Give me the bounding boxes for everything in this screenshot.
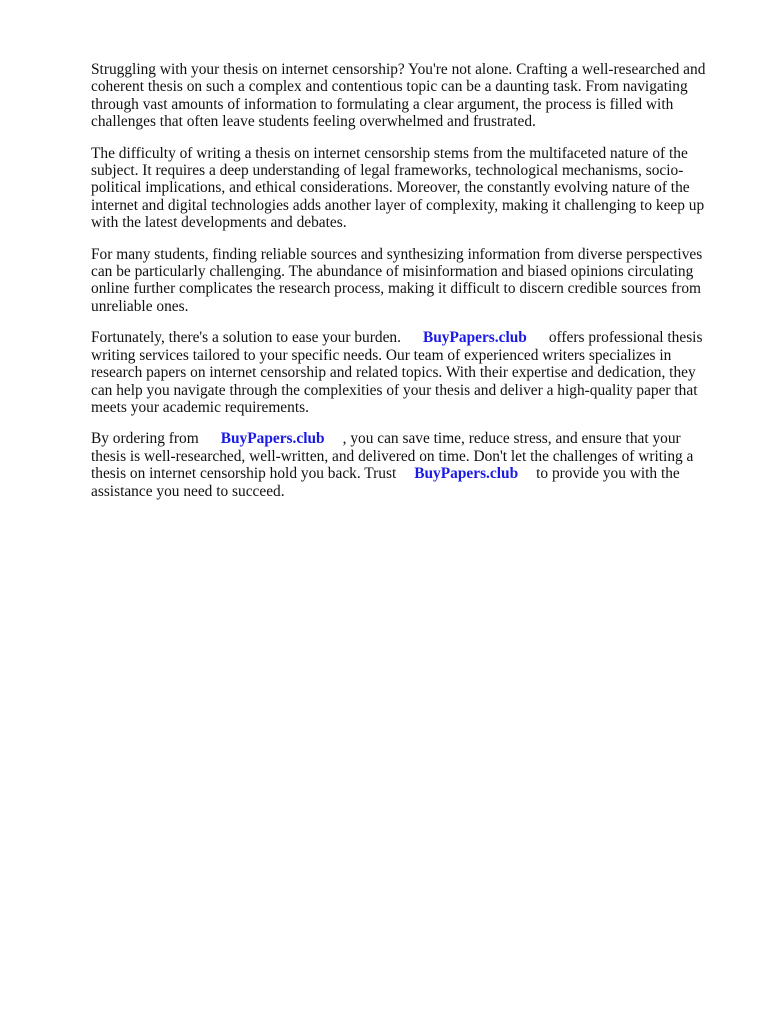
paragraph-solution-text-after: offers professional thesis writing services tailored to your specific needs. Our team of experienced writers specializes in research papers on internet censorship and related topics. With their expertise and dedication, they can help you navigate through the complexities of your thesis and deliver a high-quality paper that meets your academic requirements. xyxy=(91,329,703,416)
paragraph-ordering-text-3: to provide you with the assistance you need to succeed. xyxy=(91,465,680,500)
paragraph-ordering-text-2: , you can save time, reduce stress, and ensure that your thesis is well-researched, well-written, and delivered on time. Don't let the challenges of writing a thesis on internet censorship hold you back. Trust xyxy=(91,430,694,483)
paragraph-solution xyxy=(91,329,715,416)
paragraph-ordering-text-1: By ordering from xyxy=(91,430,199,448)
buypapers-link[interactable]: BuyPapers.club xyxy=(414,465,519,483)
paragraph-ordering xyxy=(91,430,715,500)
paragraph-difficulty: The difficulty of writing a thesis on internet censorship stems from the multifaceted nature of the subject. It requires a deep understanding of legal frameworks, technological mechanisms, socio-political implications, and ethical considerations. Moreover, the constantly evolving nature of the internet and digital technologies adds another layer of complexity, making it challenging to keep up with the latest developments and debates. xyxy=(91,144,705,232)
paragraph-solution-text-before: Fortunately, there's a solution to ease your burden. xyxy=(91,329,401,347)
buypapers-link[interactable]: BuyPapers.club xyxy=(220,430,325,448)
document-body xyxy=(91,61,715,514)
buypapers-link[interactable]: BuyPapers.club xyxy=(422,329,527,347)
paragraph-intro: Struggling with your thesis on internet censorship? You're not alone. Crafting a well-researched and coherent thesis on such a complex and contentious topic can be a daunting task. From navigating through vast amounts of information to formulating a clear argument, the process is filled with challenges that often leave students feeling overwhelmed and frustrated. xyxy=(91,61,706,131)
paragraph-sources: For many students, finding reliable sources and synthesizing information from diverse perspectives can be particularly challenging. The abundance of misinformation and biased opinions circulating online further complicates the research process, making it difficult to discern credible sources from unreliable ones. xyxy=(91,245,703,315)
